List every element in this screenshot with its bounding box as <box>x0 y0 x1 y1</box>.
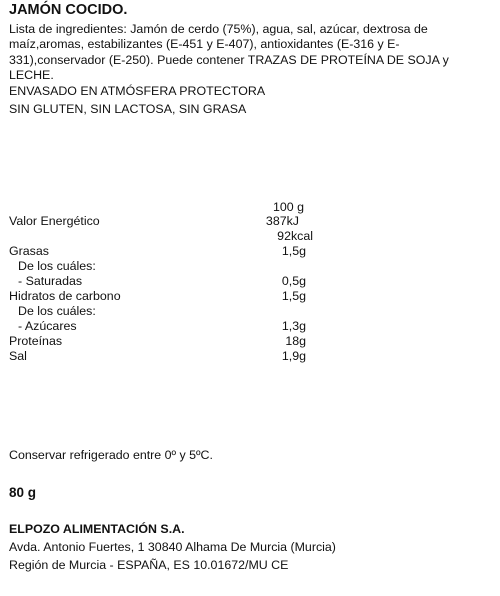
nutrition-row <box>0 214 500 229</box>
nutrition-label: - Saturadas <box>18 274 83 288</box>
nutrition-label: Grasas <box>9 244 49 258</box>
nutrition-row <box>0 304 500 319</box>
packaging-text: ENVASADO EN ATMÓSFERA PROTECTORA <box>9 84 266 98</box>
nutrition-label: De los cuáles: <box>18 304 96 318</box>
nutrition-value: 18g <box>285 334 306 348</box>
nutrition-label: Valor Energético <box>9 214 100 228</box>
nutrition-row <box>0 274 500 289</box>
storage-instructions: Conservar refrigerado entre 0º y 5ºC. <box>9 448 213 462</box>
manufacturer-region: Región de Murcia - ESPAÑA, ES 10.01672/MU CE <box>9 558 289 572</box>
nutrition-row <box>0 334 500 349</box>
nutrition-value: 387kJ <box>265 214 299 228</box>
ingredients-text: Lista de ingredientes: Jamón de cerdo (75%), agua, sal, azúcar, dextrosa de maíz,aromas, estabilizantes (E-451 y E-407), antioxidantes (E-316 y E-331),conservador (E-250). Puede contener TRAZAS DE PROTEÍNA DE SOJA y LECHE. <box>9 22 449 83</box>
product-title: JAMÓN COCIDO. <box>9 2 128 18</box>
nutrition-row <box>0 289 500 304</box>
nutrition-label: Sal <box>9 349 27 363</box>
nutrition-label: De los cuáles: <box>18 259 96 273</box>
nutrition-value: 1,3g <box>281 319 306 333</box>
nutrition-row <box>0 349 500 364</box>
net-weight: 80 g <box>9 485 37 500</box>
nutrition-value: 0,5g <box>281 274 306 288</box>
nutrition-row <box>0 319 500 334</box>
nutrition-value: 92kcal <box>277 229 313 243</box>
nutrition-row <box>0 229 500 244</box>
manufacturer-name: ELPOZO ALIMENTACIÓN S.A. <box>9 522 185 536</box>
nutrition-value: 1,5g <box>281 289 306 303</box>
nutrition-row <box>0 244 500 259</box>
nutrition-column-header: 100 g <box>272 200 304 214</box>
nutrition-row <box>0 259 500 274</box>
nutrition-label: Hidratos de carbono <box>9 289 121 303</box>
manufacturer-address: Avda. Antonio Fuertes, 1 30840 Alhama De Murcia (Murcia) <box>9 540 336 554</box>
nutrition-value: 1,5g <box>281 244 306 258</box>
nutrition-value: 1,9g <box>281 349 306 363</box>
nutrition-label: Proteínas <box>9 334 63 348</box>
claims-text: SIN GLUTEN, SIN LACTOSA, SIN GRASA <box>9 102 247 116</box>
nutrition-label: - Azúcares <box>18 319 77 333</box>
